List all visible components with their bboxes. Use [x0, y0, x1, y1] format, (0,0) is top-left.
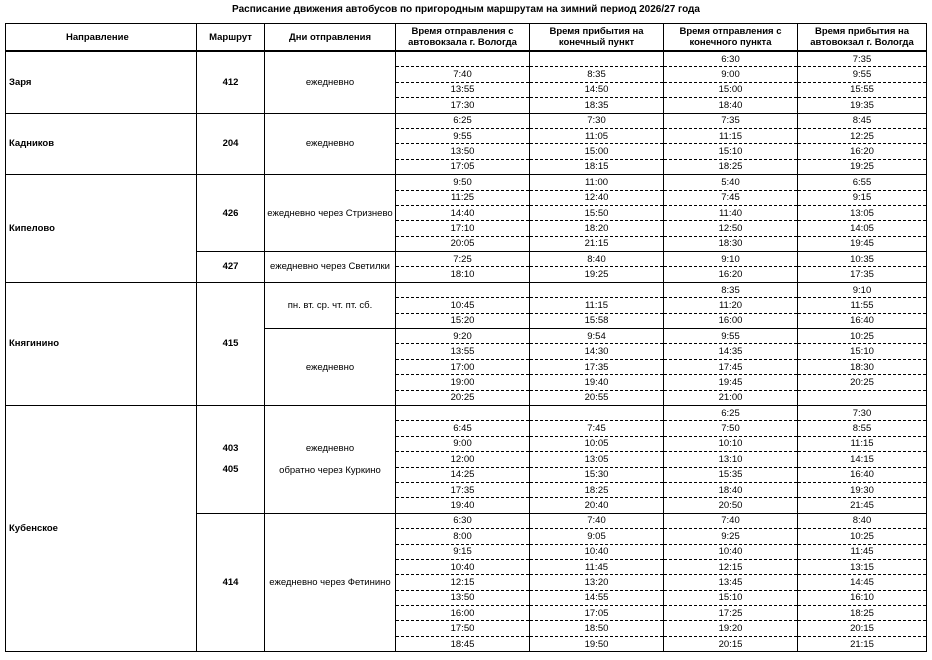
route-cell: 426: [197, 175, 265, 252]
dep-vologda-cell: 13:55: [396, 82, 530, 97]
dep-vologda-cell: 20:25: [396, 390, 530, 405]
days-text: ежедневно обратно через Куркино: [279, 442, 381, 476]
header-days: Дни отправления: [265, 24, 396, 52]
arr-vologda-cell: 15:55: [798, 82, 927, 97]
arr-vologda-cell: 20:25: [798, 375, 927, 390]
dep-vologda-cell: 15:20: [396, 313, 530, 328]
dep-end-cell: 15:35: [664, 467, 798, 482]
dep-end-cell: 14:35: [664, 344, 798, 359]
arr-end-cell: 14:50: [530, 82, 664, 97]
dep-end-cell: 12:50: [664, 221, 798, 236]
dep-end-cell: 7:50: [664, 421, 798, 436]
dep-vologda-cell: 17:00: [396, 359, 530, 374]
table-row: [6, 51, 927, 67]
dep-end-cell: 10:40: [664, 544, 798, 559]
table-row: [6, 113, 927, 128]
table-row: [6, 405, 927, 420]
dep-vologda-cell: 14:25: [396, 467, 530, 482]
header-dep-end: Время отправления с конечного пункта: [664, 24, 798, 52]
arr-end-cell: 14:30: [530, 344, 664, 359]
arr-end-cell: 10:40: [530, 544, 664, 559]
dep-vologda-cell: [396, 51, 530, 67]
dep-vologda-cell: 9:55: [396, 128, 530, 143]
arr-end-cell: 10:05: [530, 436, 664, 451]
dep-end-cell: 11:15: [664, 128, 798, 143]
arr-vologda-cell: 7:30: [798, 405, 927, 420]
arr-end-cell: 14:55: [530, 590, 664, 605]
page-title: Расписание движения автобусов по пригородным маршрутам на зимний период 2026/27 года: [232, 4, 700, 15]
arr-vologda-cell: 21:15: [798, 636, 927, 651]
arr-end-cell: 21:15: [530, 236, 664, 251]
arr-vologda-cell: 16:20: [798, 144, 927, 159]
dep-end-cell: 15:10: [664, 144, 798, 159]
dep-vologda-cell: [396, 405, 530, 420]
days-cell: [265, 513, 396, 652]
header-direction: Направление: [6, 24, 197, 52]
dep-vologda-cell: 14:40: [396, 205, 530, 220]
dep-vologda-cell: 19:00: [396, 375, 530, 390]
arr-end-cell: [530, 282, 664, 297]
dep-end-cell: 7:40: [664, 513, 798, 528]
dep-end-cell: 9:00: [664, 67, 798, 82]
days-cell: [265, 175, 396, 252]
dep-vologda-cell: 9:50: [396, 175, 530, 190]
dep-vologda-cell: 19:40: [396, 498, 530, 513]
days-cell: [265, 329, 396, 406]
arr-vologda-cell: 6:55: [798, 175, 927, 190]
dep-end-cell: 18:30: [664, 236, 798, 251]
dep-vologda-cell: 17:10: [396, 221, 530, 236]
arr-vologda-cell: 19:30: [798, 482, 927, 497]
dep-end-cell: 16:20: [664, 267, 798, 282]
days-text: ежедневно: [305, 138, 355, 150]
dep-end-cell: 19:45: [664, 375, 798, 390]
arr-end-cell: 13:05: [530, 452, 664, 467]
direction-cell: Кубенское: [6, 405, 197, 651]
dep-end-cell: 21:00: [664, 390, 798, 405]
header-row: [6, 24, 927, 52]
dep-end-cell: 9:10: [664, 252, 798, 267]
dep-vologda-cell: 9:15: [396, 544, 530, 559]
arr-end-cell: 12:40: [530, 190, 664, 205]
dep-vologda-cell: 11:25: [396, 190, 530, 205]
arr-end-cell: 8:40: [530, 252, 664, 267]
direction-cell: Заря: [6, 51, 197, 113]
header-dep-vologda: Время отправления с автовокзала г. Вологда: [396, 24, 530, 52]
dep-end-cell: 17:25: [664, 606, 798, 621]
dep-end-cell: 9:55: [664, 329, 798, 344]
arr-end-cell: 18:25: [530, 482, 664, 497]
dep-end-cell: 7:45: [664, 190, 798, 205]
arr-vologda-cell: 14:45: [798, 575, 927, 590]
days-cell: [265, 252, 396, 283]
dep-vologda-cell: 9:20: [396, 329, 530, 344]
dep-end-cell: 10:10: [664, 436, 798, 451]
arr-vologda-cell: 9:15: [798, 190, 927, 205]
arr-vologda-cell: [798, 390, 927, 405]
days-cell: [265, 113, 396, 175]
days-cell: [265, 51, 396, 113]
header-route: Маршрут: [197, 24, 265, 52]
arr-end-cell: 13:20: [530, 575, 664, 590]
arr-end-cell: 11:00: [530, 175, 664, 190]
arr-vologda-cell: 8:40: [798, 513, 927, 528]
schedule-body: [6, 51, 927, 652]
dep-end-cell: 11:40: [664, 205, 798, 220]
arr-end-cell: 19:25: [530, 267, 664, 282]
dep-end-cell: 17:45: [664, 359, 798, 374]
arr-end-cell: [530, 51, 664, 67]
arr-end-cell: 15:00: [530, 144, 664, 159]
arr-end-cell: 18:35: [530, 98, 664, 113]
arr-end-cell: 19:40: [530, 375, 664, 390]
arr-vologda-cell: 12:25: [798, 128, 927, 143]
table-row: [6, 282, 927, 297]
dep-end-cell: 18:40: [664, 98, 798, 113]
days-cell: [265, 282, 396, 328]
arr-vologda-cell: 10:25: [798, 329, 927, 344]
arr-end-cell: 11:15: [530, 298, 664, 313]
direction-cell: Кипелово: [6, 175, 197, 283]
arr-vologda-cell: 7:35: [798, 51, 927, 67]
dep-vologda-cell: 12:15: [396, 575, 530, 590]
arr-end-cell: 20:55: [530, 390, 664, 405]
arr-end-cell: 9:54: [530, 329, 664, 344]
dep-vologda-cell: 12:00: [396, 452, 530, 467]
arr-vologda-cell: 8:55: [798, 421, 927, 436]
arr-vologda-cell: 13:05: [798, 205, 927, 220]
arr-vologda-cell: 9:10: [798, 282, 927, 297]
arr-end-cell: 18:15: [530, 159, 664, 174]
dep-end-cell: 7:35: [664, 113, 798, 128]
dep-end-cell: 18:25: [664, 159, 798, 174]
days-text: ежедневно через Фетинино: [269, 576, 391, 588]
arr-end-cell: 15:30: [530, 467, 664, 482]
route-cell: 414: [197, 513, 265, 652]
dep-vologda-cell: 6:25: [396, 113, 530, 128]
dep-vologda-cell: 13:50: [396, 144, 530, 159]
dep-end-cell: 18:40: [664, 482, 798, 497]
dep-end-cell: 11:20: [664, 298, 798, 313]
dep-vologda-cell: 17:35: [396, 482, 530, 497]
dep-end-cell: 15:10: [664, 590, 798, 605]
arr-vologda-cell: 21:45: [798, 498, 927, 513]
days-text: пн. вт. ср. чт. пт. сб.: [287, 299, 373, 311]
arr-end-cell: 18:20: [530, 221, 664, 236]
route-cell: 427: [197, 252, 265, 283]
arr-end-cell: 7:45: [530, 421, 664, 436]
arr-end-cell: 15:58: [530, 313, 664, 328]
arr-vologda-cell: 14:05: [798, 221, 927, 236]
arr-end-cell: 8:35: [530, 67, 664, 82]
dep-vologda-cell: 16:00: [396, 606, 530, 621]
arr-vologda-cell: 19:45: [798, 236, 927, 251]
days-text: ежедневно через Светилки: [270, 261, 390, 273]
dep-vologda-cell: 6:45: [396, 421, 530, 436]
dep-end-cell: 8:35: [664, 282, 798, 297]
arr-end-cell: 7:30: [530, 113, 664, 128]
arr-vologda-cell: 18:30: [798, 359, 927, 374]
arr-vologda-cell: 16:10: [798, 590, 927, 605]
dep-end-cell: 5:40: [664, 175, 798, 190]
dep-end-cell: 20:15: [664, 636, 798, 651]
route-cell: 412: [197, 51, 265, 113]
dep-vologda-cell: 17:05: [396, 159, 530, 174]
arr-vologda-cell: 9:55: [798, 67, 927, 82]
arr-end-cell: 9:05: [530, 529, 664, 544]
dep-vologda-cell: 7:25: [396, 252, 530, 267]
dep-vologda-cell: [396, 282, 530, 297]
route-cell: [197, 405, 265, 513]
arr-vologda-cell: 13:15: [798, 559, 927, 574]
route-number: 405: [222, 464, 239, 476]
arr-vologda-cell: 19:25: [798, 159, 927, 174]
arr-vologda-cell: 8:45: [798, 113, 927, 128]
dep-end-cell: 12:15: [664, 559, 798, 574]
days-text: ежедневно через Стризнево: [267, 207, 393, 219]
header-arr-end: Время прибытия на конечный пункт: [530, 24, 664, 52]
arr-vologda-cell: 16:40: [798, 313, 927, 328]
days-text: ежедневно: [305, 76, 355, 88]
direction-cell: Княгинино: [6, 282, 197, 405]
dep-vologda-cell: 6:30: [396, 513, 530, 528]
table-row: [6, 175, 927, 190]
arr-vologda-cell: 19:35: [798, 98, 927, 113]
arr-end-cell: 19:50: [530, 636, 664, 651]
header-arr-vologda: Время прибытия на автовокзал г. Вологда: [798, 24, 927, 52]
route-cell: 415: [197, 282, 265, 405]
dep-end-cell: 13:10: [664, 452, 798, 467]
dep-vologda-cell: 17:50: [396, 621, 530, 636]
arr-vologda-cell: 18:25: [798, 606, 927, 621]
dep-vologda-cell: 10:40: [396, 559, 530, 574]
arr-vologda-cell: 15:10: [798, 344, 927, 359]
dep-end-cell: 9:25: [664, 529, 798, 544]
dep-end-cell: 16:00: [664, 313, 798, 328]
arr-end-cell: 15:50: [530, 205, 664, 220]
schedule-table: [5, 23, 927, 652]
arr-vologda-cell: 11:55: [798, 298, 927, 313]
days-text: ежедневно: [305, 361, 355, 373]
arr-vologda-cell: 10:35: [798, 252, 927, 267]
dep-vologda-cell: 13:50: [396, 590, 530, 605]
arr-vologda-cell: 16:40: [798, 467, 927, 482]
arr-vologda-cell: 20:15: [798, 621, 927, 636]
arr-end-cell: 7:40: [530, 513, 664, 528]
route-number: 403: [222, 443, 239, 455]
arr-vologda-cell: 10:25: [798, 529, 927, 544]
dep-vologda-cell: 18:10: [396, 267, 530, 282]
dep-vologda-cell: 7:40: [396, 67, 530, 82]
arr-vologda-cell: 11:45: [798, 544, 927, 559]
dep-vologda-cell: 18:45: [396, 636, 530, 651]
route-cell: 204: [197, 113, 265, 175]
dep-end-cell: 15:00: [664, 82, 798, 97]
arr-end-cell: 18:50: [530, 621, 664, 636]
arr-end-cell: 17:35: [530, 359, 664, 374]
days-cell: [265, 405, 396, 513]
dep-vologda-cell: 17:30: [396, 98, 530, 113]
arr-vologda-cell: 11:15: [798, 436, 927, 451]
arr-end-cell: 17:05: [530, 606, 664, 621]
dep-vologda-cell: 10:45: [396, 298, 530, 313]
dep-end-cell: 13:45: [664, 575, 798, 590]
arr-vologda-cell: 14:15: [798, 452, 927, 467]
dep-vologda-cell: 9:00: [396, 436, 530, 451]
direction-cell: Кадников: [6, 113, 197, 175]
dep-end-cell: 6:30: [664, 51, 798, 67]
dep-end-cell: 20:50: [664, 498, 798, 513]
arr-end-cell: 11:45: [530, 559, 664, 574]
arr-end-cell: [530, 405, 664, 420]
dep-end-cell: 19:20: [664, 621, 798, 636]
dep-vologda-cell: 13:55: [396, 344, 530, 359]
arr-end-cell: 20:40: [530, 498, 664, 513]
dep-vologda-cell: 20:05: [396, 236, 530, 251]
arr-vologda-cell: 17:35: [798, 267, 927, 282]
dep-vologda-cell: 8:00: [396, 529, 530, 544]
dep-end-cell: 6:25: [664, 405, 798, 420]
arr-end-cell: 11:05: [530, 128, 664, 143]
